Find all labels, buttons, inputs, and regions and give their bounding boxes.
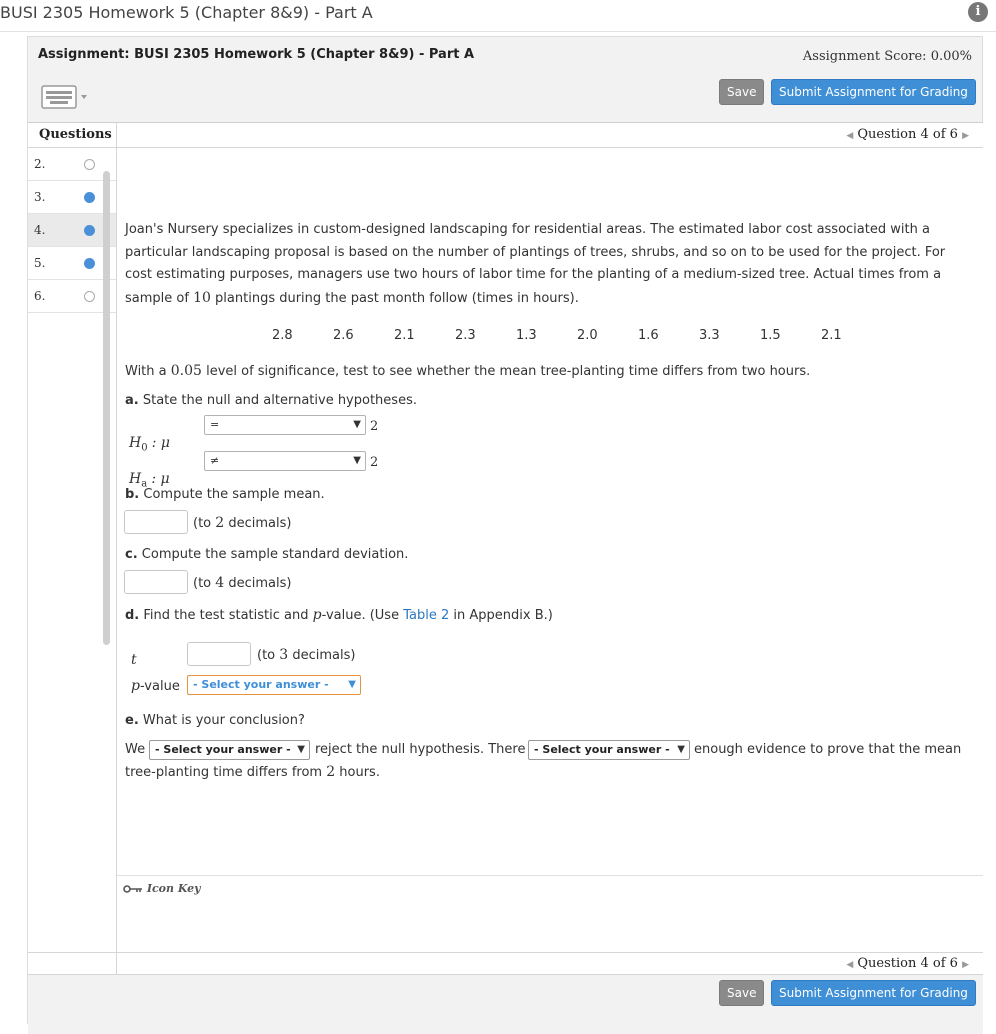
submit-assignment-button-bottom[interactable]: Submit Assignment for Grading <box>771 980 976 1006</box>
p-value-label <box>131 678 180 694</box>
keyboard-icon[interactable] <box>41 84 89 110</box>
questions-sidebar <box>28 123 117 1026</box>
part-c-prompt <box>125 547 408 562</box>
hint-prefix: (to <box>193 576 212 591</box>
significance-statement <box>125 363 810 379</box>
part-label: d. <box>125 608 140 623</box>
hint-prefix: (to <box>193 516 212 531</box>
answered-status-icon <box>84 192 95 203</box>
part-a-prompt <box>125 393 417 408</box>
chevron-down-icon: ▼ <box>297 744 305 755</box>
answered-status-icon <box>84 225 95 236</box>
p-symbol: p <box>131 678 140 694</box>
part-text: Compute the sample standard deviation. <box>141 547 409 562</box>
hint-number: 4 <box>215 575 225 591</box>
questions-heading: Questions <box>28 123 116 148</box>
null-hypothesis-label <box>129 435 170 454</box>
p-value-text: -value <box>139 679 180 694</box>
part-label: c. <box>125 547 138 562</box>
significance-value: 0.05 <box>170 363 202 379</box>
question-position: Question 4 of 6 <box>857 127 958 142</box>
data-value: 3.3 <box>699 328 720 343</box>
mu-symbol: : μ <box>151 471 170 487</box>
unanswered-status-icon <box>84 159 95 170</box>
conclusion-line-2 <box>125 764 380 780</box>
select-value: - Select your answer - <box>534 743 670 756</box>
null-hypothesis-value: 2 <box>370 419 379 434</box>
question-number: 4. <box>34 223 46 237</box>
question-main <box>117 123 983 1026</box>
sample-mean-hint <box>193 515 291 531</box>
null-operator-select[interactable] <box>204 415 366 435</box>
question-number: 2. <box>34 157 46 171</box>
data-value: 1.3 <box>516 328 537 343</box>
hint-suffix: decimals) <box>292 648 356 663</box>
select-value: = <box>210 418 220 431</box>
save-button-bottom[interactable]: Save <box>719 980 764 1006</box>
question-intro <box>125 219 975 310</box>
data-value: 2.6 <box>333 328 354 343</box>
t-statistic-label: t <box>131 652 137 668</box>
previous-question-icon[interactable]: ◀ <box>846 960 854 970</box>
part-label: e. <box>125 713 139 728</box>
icon-key-link[interactable] <box>123 882 201 895</box>
conclusion-number: 2 <box>326 764 336 780</box>
next-question-icon[interactable]: ▶ <box>962 960 969 970</box>
question-content-area <box>28 122 983 1025</box>
p-symbol: p <box>312 607 322 623</box>
part-text: State the null and alternative hypotheses. <box>142 393 417 408</box>
conclusion-prefix: tree-planting time differs from <box>125 765 323 780</box>
chevron-down-icon: ▼ <box>348 679 356 690</box>
select-value: - Select your answer - <box>155 743 291 756</box>
question-number: 5. <box>34 256 46 270</box>
data-value: 2.0 <box>577 328 598 343</box>
data-value: 2.1 <box>821 328 842 343</box>
question-position: Question 4 of 6 <box>857 956 958 971</box>
part-text: Compute the sample mean. <box>143 487 325 502</box>
part-text: What is your conclusion? <box>142 713 305 728</box>
chevron-down-icon: ▼ <box>353 455 361 466</box>
hint-suffix: decimals) <box>228 576 292 591</box>
sample-mean-input[interactable] <box>124 510 188 534</box>
hint-prefix: (to <box>257 648 276 663</box>
assignment-title: Assignment: BUSI 2305 Homework 5 (Chapter 8&9) - Part A <box>38 47 475 62</box>
assignment-panel <box>27 36 983 1024</box>
info-icon[interactable]: i <box>968 2 988 22</box>
chevron-down-icon: ▼ <box>677 744 685 755</box>
h-symbol: H <box>129 471 142 487</box>
select-value: ≠ <box>210 454 220 467</box>
chevron-down-icon: ▼ <box>353 419 361 430</box>
page-title: BUSI 2305 Homework 5 (Chapter 8&9) - Part A <box>0 3 373 22</box>
p-value-select[interactable] <box>187 675 361 695</box>
intro-text: Joan's Nursery specializes in custom-designed landscaping for residential areas. The estimated labor cost associated with a particular landscaping proposal is based on the number of plantings of trees, shrubs, and so on to be used for the project. For cost estimating purposes, managers use two hours of labor time for the planting of a medium-sized tree. Actual times from a sample of <box>125 222 946 306</box>
data-value: 1.6 <box>638 328 659 343</box>
table-2-link[interactable]: Table 2 <box>403 608 450 623</box>
question-navigation <box>117 123 983 148</box>
question-number: 6. <box>34 289 46 303</box>
h-subscript: 0 <box>141 442 148 454</box>
sample-std-dev-hint <box>193 575 291 591</box>
sample-std-dev-input[interactable] <box>124 570 188 594</box>
bottom-toolbar <box>28 974 983 1034</box>
data-value: 2.3 <box>455 328 476 343</box>
conclusion-we: We <box>125 742 146 757</box>
bottom-nav-text <box>846 956 969 971</box>
previous-question-icon[interactable]: ◀ <box>846 131 854 141</box>
assignment-score: Assignment Score: 0.00% <box>802 49 972 64</box>
save-button[interactable]: Save <box>719 79 764 105</box>
hint-number: 2 <box>215 515 225 531</box>
hint-suffix: decimals) <box>228 516 292 531</box>
conclusion-tail-text: enough evidence to prove that the mean <box>694 742 962 757</box>
h-subscript: a <box>141 478 148 490</box>
part-e-prompt <box>125 713 305 728</box>
bottom-question-navigation <box>28 952 983 974</box>
hint-number: 3 <box>279 647 289 663</box>
part-b-prompt <box>125 487 325 502</box>
h-symbol: H <box>129 435 142 451</box>
part-label: a. <box>125 393 139 408</box>
t-statistic-hint <box>257 647 355 663</box>
significance-suffix: level of significance, test to see whether the mean tree-planting time differs from two hours. <box>206 364 811 379</box>
part-d-prompt <box>125 607 553 623</box>
data-values <box>272 328 882 343</box>
next-question-icon[interactable]: ▶ <box>962 131 969 141</box>
sample-size: 10 <box>193 289 211 306</box>
alternative-operator-select[interactable] <box>204 451 366 471</box>
part-text: Find the test statistic and <box>143 608 309 623</box>
data-value: 1.5 <box>760 328 781 343</box>
part-text-mid: -value. (Use <box>321 608 400 623</box>
alternative-hypothesis-value: 2 <box>370 455 379 470</box>
t-statistic-input[interactable] <box>187 642 251 666</box>
part-label: b. <box>125 487 140 502</box>
question-number: 3. <box>34 190 46 204</box>
sidebar-scrollbar[interactable] <box>103 171 110 645</box>
unanswered-status-icon <box>84 291 95 302</box>
bottom-nav-sidebar-cell <box>28 953 117 975</box>
submit-assignment-button[interactable]: Submit Assignment for Grading <box>771 79 976 105</box>
reject-decision-select[interactable] <box>149 740 310 760</box>
significance-prefix: With a <box>125 364 167 379</box>
page-header <box>0 0 996 32</box>
part-text-suffix: in Appendix B.) <box>453 608 553 623</box>
conclusion-middle-text: reject the null hypothesis. There <box>315 742 526 757</box>
conclusion-suffix: hours. <box>339 765 380 780</box>
icon-key-label: Icon Key <box>146 882 201 895</box>
answered-status-icon <box>84 258 95 269</box>
mu-symbol: : μ <box>151 435 170 451</box>
select-value: - Select your answer - <box>193 678 329 691</box>
key-icon <box>123 884 143 894</box>
intro-tail: plantings during the past month follow (times in hours). <box>215 290 579 306</box>
icon-key-area <box>117 875 983 952</box>
data-value: 2.1 <box>394 328 415 343</box>
data-value: 2.8 <box>272 328 293 343</box>
evidence-select[interactable] <box>528 740 690 760</box>
